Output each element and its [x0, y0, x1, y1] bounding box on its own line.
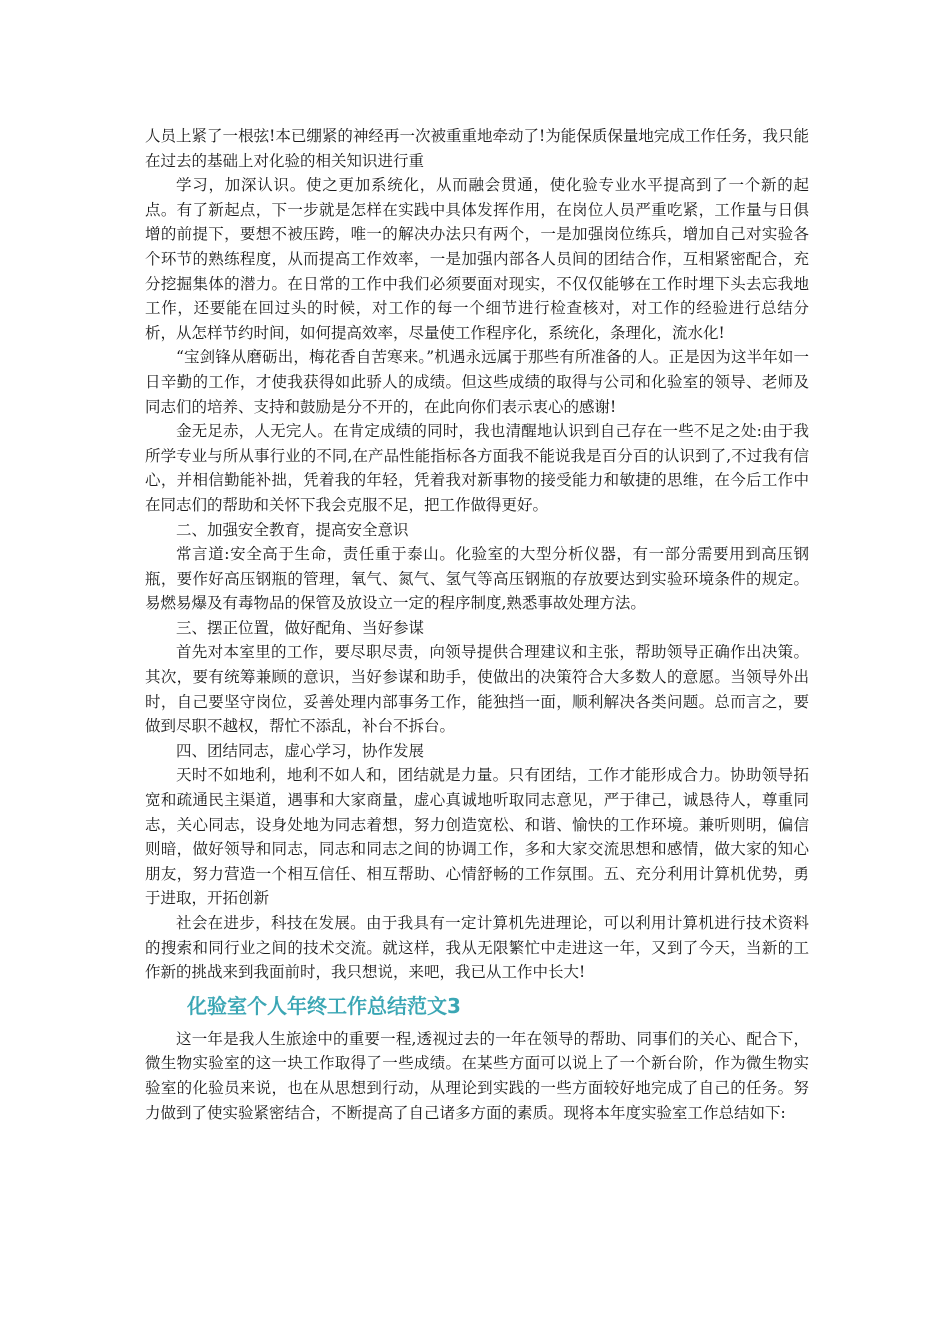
document-page: [145, 124, 809, 1125]
paragraph: 人员上紧了一根弦!本已绷紧的神经再一次被重重地牵动了!为能保质保量地完成工作任务，我只能在过去的基础上对化验的相关知识进行重: [145, 127, 809, 170]
section-title: 化验室个人年终工作总结范文3: [187, 993, 461, 1018]
paragraph: 天时不如地利，地利不如人和，团结就是力量。只有团结，工作才能形成合力。协助领导拓宽和疏通民主渠道，遇事和大家商量，虚心真诚地听取同志意见，严于律己，诚恳待人，尊重同志，关心同志，设身处地为同志着想，努力创造宽松、和谐、愉快的工作环境。兼听则明，偏信则暗，做好领导和同志，同志和同志之间的协调工作，多和大家交流思想和感情，做大家的知心朋友，努力营造一个相互信任、相互帮助、心情舒畅的工作氛围。五、充分利用计算机优势，勇于进取，开拓创新: [145, 766, 809, 908]
paragraph: 首先对本室里的工作，要尽职尽责，向领导提供合理建议和主张，帮助领导正确作出决策。其次，要有统筹兼顾的意识，当好参谋和助手，使做出的决策符合大多数人的意愿。当领导外出时，自己要坚守岗位，妥善处理内部事务工作，能独挡一面，顺利解决各类问题。总而言之，要做到尽职不越权，帮忙不添乱，补台不拆台。: [145, 643, 809, 736]
body-text-before: [145, 124, 809, 985]
paragraph: 这一年是我人生旅途中的重要一程,透视过去的一年在领导的帮助、同事们的关心、配合下，微生物实验室的这一块工作取得了一些成绩。在某些方面可以说上了一个新台阶，作为微生物实验室的化验员来说，也在从思想到行动，从理论到实践的一些方面较好地完成了自己的任务。努力做到了使实验紧密结合，不断提高了自己诸多方面的素质。现将本年度实验室工作总结如下:: [145, 1029, 809, 1122]
paragraph: 金无足赤，人无完人。在肯定成绩的同时，我也清醒地认识到自己存在一些不足之处:由于我所学专业与所从事行业的不同,在产品性能指标各方面我不能说我是百分百的认识到了,不过我有信心，并相信勤能补拙，凭着我的年轻，凭着我对新事物的接受能力和敏捷的思维，在今后工作中在同志们的帮助和关怀下我会克服不足，把工作做得更好。: [145, 422, 809, 514]
paragraph: 社会在进步，科技在发展。由于我具有一定计算机先进理论，可以利用计算机进行技术资料的搜索和同行业之间的技术交流。就这样，我从无限繁忙中走进这一年，又到了今天，当新的工作新的挑战来到我面前时，我只想说，来吧，我已从工作中长大!: [145, 914, 809, 982]
paragraph: 学习，加深认识。使之更加系统化，从而融会贯通，使化验专业水平提高到了一个新的起点。有了新起点，下一步就是怎样在实践中具体发挥作用，在岗位人员严重吃紧，工作量与日俱增的前提下，要想不被压跨，唯一的解决办法只有两个，一是加强岗位练兵，增加自己对实验各个环节的熟练程度，从而提高工作效率，一是加强内部各人员间的团结合作，互相紧密配合，充分挖掘集体的潜力。在日常的工作中我们必须要面对现实，不仅仅能够在工作时埋下头去忘我地工作，还要能在回过头的时候，对工作的每一个细节进行检查核对，对工作的经验进行总结分析，从怎样节约时间，如何提高效率，尽量使工作程序化，系统化，条理化，流水化!: [145, 176, 809, 342]
paragraph: 四、团结同志，虚心学习，协作发展: [176, 741, 425, 760]
paragraph: 常言道:安全高于生命，责任重于泰山。化验室的大型分析仪器，有一部分需要用到高压钢瓶，要作好高压钢瓶的管理，氧气、氮气、氢气等高压钢瓶的存放要达到实验环境条件的规定。易燃易爆及有毒物品的保管及放设立一定的程序制度,熟悉事故处理方法。: [145, 545, 809, 613]
paragraph: 二、加强安全教育，提高安全意识: [176, 520, 409, 539]
body-text-after: [145, 1027, 809, 1125]
paragraph: 三、摆正位置，做好配角、当好参谋: [176, 618, 425, 637]
paragraph: “宝剑锋从磨砺出，梅花香自苦寒来。”机遇永远属于那些有所准备的人。正是因为这半年如一日辛勤的工作，才使我获得如此骄人的成绩。但这些成绩的取得与公司和化验室的领导、老师及同志们的培养、支持和鼓励是分不开的，在此向你们表示衷心的感谢!: [145, 348, 809, 416]
